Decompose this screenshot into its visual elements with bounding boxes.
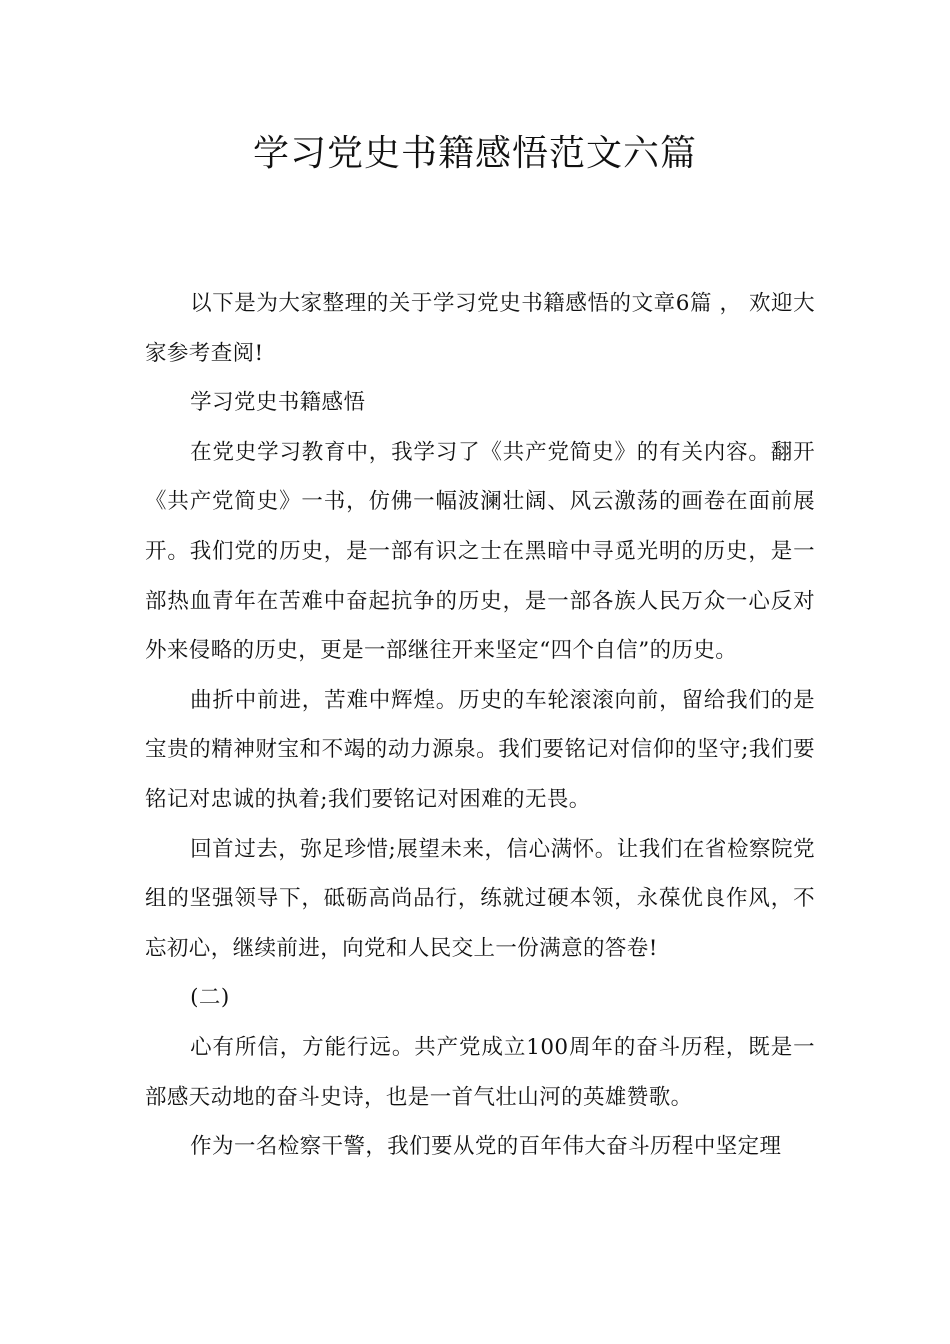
body-paragraph: 作为一名检察干警，我们要从党的百年伟大奋斗历程中坚定理 bbox=[190, 1134, 782, 1160]
body-paragraph: 心有所信，方能行远。共产党成立100周年的奋斗历程，既是一部感天动地的奋斗史诗，也是一首气壮山河的英雄赞歌。 bbox=[145, 1034, 815, 1110]
document-body bbox=[145, 279, 815, 1172]
section-heading: (二) bbox=[190, 985, 230, 1011]
document-title: 学习党史书籍感悟范文六篇 bbox=[252, 133, 697, 174]
body-paragraph: 回首过去，弥足珍惜;展望未来，信心满怀。让我们在省检察院党组的坚强领导下，砥砺高尚品行，练就过硬本领，永葆优良作风，不忘初心，继续前进，向党和人民交上一份满意的答卷! bbox=[145, 836, 815, 961]
body-paragraph: 曲折中前进，苦难中辉煌。历史的车轮滚滚向前，留给我们的是宝贵的精神财宝和不竭的动力源泉。我们要铭记对信仰的坚守;我们要铭记对忠诚的执着;我们要铭记对困难的无畏。 bbox=[145, 687, 815, 812]
section-heading: 学习党史书籍感悟 bbox=[190, 390, 366, 416]
intro-paragraph: 以下是为大家整理的关于学习党史书籍感悟的文章6篇 ， 欢迎大家参考查阅! bbox=[145, 291, 815, 366]
body-paragraph: 在党史学习教育中，我学习了《共产党简史》的有关内容。翻开《共产党简史》一书，仿佛一幅波澜壮阔、风云激荡的画卷在面前展开。我们党的历史，是一部有识之士在黑暗中寻觅光明的历史，是一部热血青年在苦难中奋起抗争的历史，是一部各族人民万众一心反对外来侵略的历史，更是一部继往开来坚定“四个自信”的历史。 bbox=[145, 439, 815, 664]
